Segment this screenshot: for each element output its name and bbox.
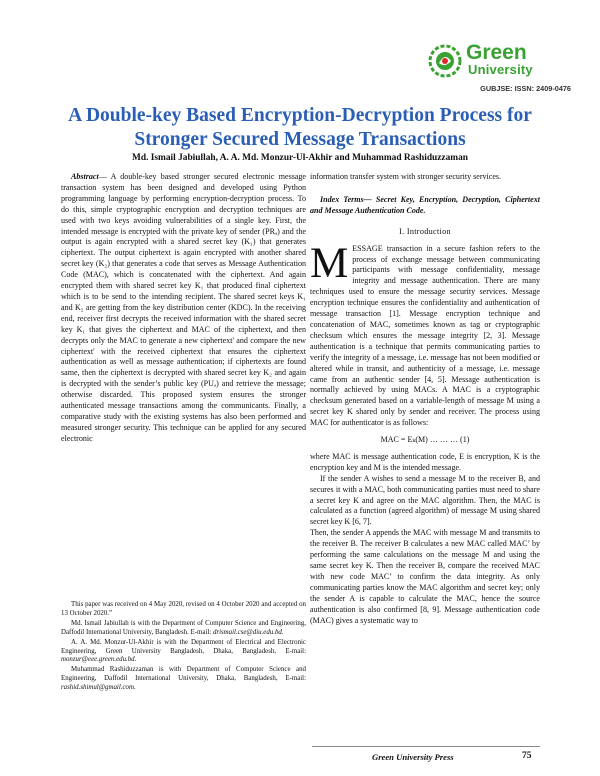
abstract	[61, 172, 306, 445]
footnote-author-3: Muhammad Rashiduzzaman is with Department of Computer Science and Engineering, Daffodil International University, Dhaka, Bangladesh, E-mail: rashid.shimul@gmail.com.	[61, 666, 306, 691]
footnote-received: This paper was received on 4 May 2020, revised on 4 October 2020 and accepted on 13 October 2020.”	[61, 601, 306, 617]
footer-publisher: Green University Press	[372, 752, 454, 762]
intro-paragraph-2: where MAC is message authentication code, E is encryption, K is the encryption key and M is the intended message.	[310, 451, 540, 472]
drop-cap: M	[310, 239, 349, 287]
abstract-label: Abstract	[71, 172, 99, 181]
page-number: 75	[522, 751, 532, 761]
logo-word-university: University	[468, 62, 533, 77]
paper-title: A Double-key Based Encryption-Decryption Process for Stronger Secured Message Transactions	[68, 105, 532, 150]
leaf-emblem-icon	[428, 44, 462, 78]
intro-paragraph-3: If the sender A wishes to send a message M to the receiver B, and secures it with a MAC, both communicating parties must need to share a secret key K and agree on the MAC algorithm. Then, the MAC is calculated as a function (agreed algorithm) of message M using shared secret key K [6, 7].	[310, 473, 540, 527]
footnote-author-1: Md. Ismail Jabiullah is with the Department of Computer Science and Engineering, Daffodil International University, Bangladesh. E-mail: drismail.cse@diu.edu.bd.	[61, 619, 306, 636]
right-column	[310, 172, 540, 626]
abstract-continuation: information transfer system with stronger security services.	[310, 172, 502, 181]
index-terms: Index Terms— Secret Key, Encryption, Decryption, Ciphertext and Message Authentication Code.	[310, 194, 540, 215]
footnotes	[61, 601, 306, 694]
journal-issn: GUBJSE: ISSN: 2409-0476	[480, 84, 571, 93]
left-column	[61, 172, 306, 445]
abstract-text: — A double-key based stronger secured electronic message transaction system has been designed and developed using Python programming language by performing encryption-decryption process. To do this, simple cryptographic encryption and decryption techniques are used with two keys avoiding vulnerabilities of a single key. First, the intended message is encrypted with the private key of sender (PRₐ) and the output is again encrypted with a shared secret key (K₁) that generates ciphertext. The output ciphertext is again encrypted with another shared secret key (K₂) that generates a code that serves as Message Authentication Code (MAC), which is concatenated with the ciphertext. And again encrypted them with shared secret key K₁ that produced final ciphertext which is to be send to the intending recipient. The shared secret keys K₁ and K₂ are getting from the key distribution center (KDC). In the receiving end, receiver first decrypts the received information with the shared secret key K₁ that gives the ciphertext and MAC of the ciphertext, and then decrypts only the MAC to generate a new ciphertext' and compare the new ciphertext' with the received ciphertext that ensures the ciphertext authentication as well as message authentication; if ciphertexts are found same, then the ciphertext is decrypted with shared secret key K₂ and again is decrypted with the sender’s public key (PUₐ) and retrieve the message; otherwise discarded. This proposed system ensures the stronger authenticated message transactions among the communicants. Finally, a comparative study with the existing systems has also been performed and measured stronger security. This technique can be applied for any secured electronic	[61, 172, 306, 443]
intro-paragraph-1: MESSAGE transaction in a secure fashion refers to the process of exchange message between communicating participants with message confidentiality, message integrity and message authentication. There are many techniques used to ensure the message security services. Message encryption technique ensures the confidentiality and authentication of message transaction [1]. Message encryption technique and concatenation of MAC, sometimes known as tag or cryptographic checksum which ensures the message integrity [2, 3]. Message authentication is a technique that permits communicating parties to verify the integrity of a message, i.e. message has not been modified or altered while in transit, and authenticity of a message, i.e. message came from an authentic sender [4, 5]. Message authentication is normally achieved by using MACs. A MAC is a cryptographic checksum generated based on a variable-length of message M using a secret key K shared only by sender and receiver. The process using MAC for authenticator is as follows:	[310, 239, 540, 428]
equation-1: MAC = Eₖ(M) … … … (1)	[380, 435, 470, 445]
footer-rule	[312, 746, 540, 747]
author-list: Md. Ismail Jabiullah, A. A. Md. Monzur-Ul-Akhir and Muhammad Rashiduzzaman	[132, 153, 468, 163]
section-heading: I. Introduction	[399, 226, 451, 236]
footnote-author-2: A. A. Md. Monzur-Ul-Akhir is with the Department of Electrical and Electronic Engineering, Green University Bangladesh, Dhaka, Bangladesh, E-mail: monzur@eee.green.edu.bd.	[61, 638, 306, 664]
logo-word-green: Green	[466, 41, 527, 64]
intro-paragraph-4: Then, the sender A appends the MAC with message M and transmits to the receiver B. The receiver B calculates a new MAC called MAC’ by performing the same calculations on the message M and using the same secret key K. Then the receiver B, compare the received MAC with new code MAC’ to confirm the data integrity. As only communicating parties know the MAC algorithm and secret key; only the sender A is capable to calculate the MAC, hence the source authentication is also confirmed [8, 9]. Message authentication code (MAC) gives a systematic way to	[310, 528, 540, 625]
